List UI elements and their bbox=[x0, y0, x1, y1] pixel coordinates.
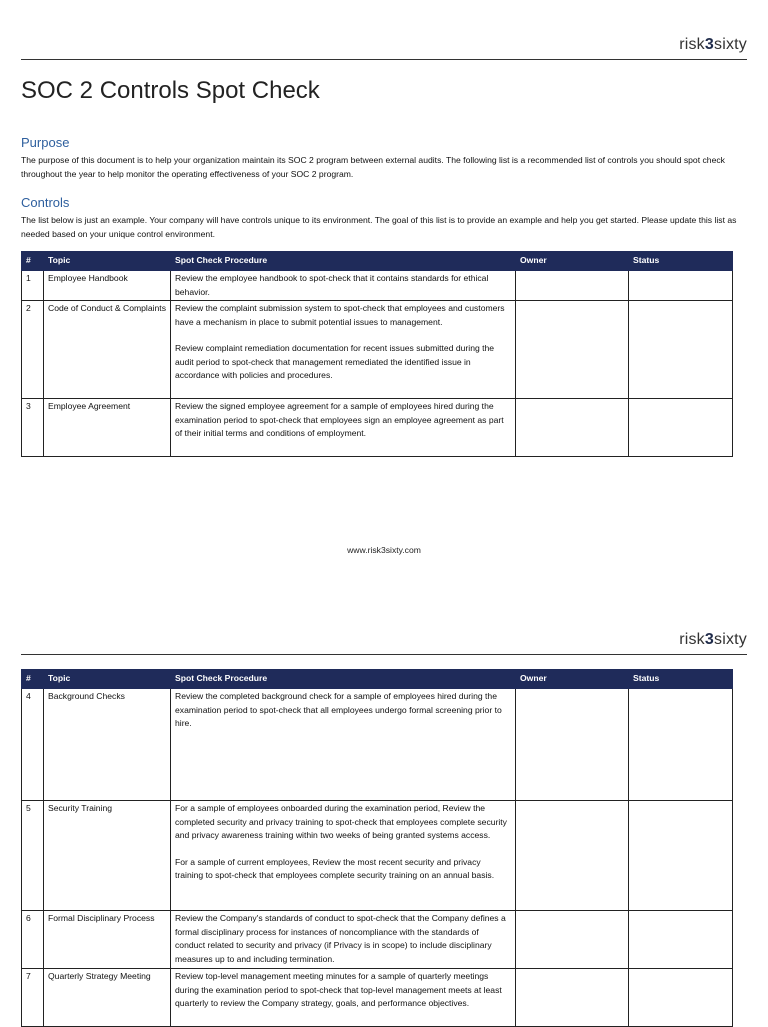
row-number: 6 bbox=[22, 911, 44, 969]
purpose-heading: Purpose bbox=[21, 135, 70, 150]
table-row bbox=[22, 399, 733, 457]
controls-heading: Controls bbox=[21, 195, 70, 210]
company-logo: risk3sixty bbox=[679, 631, 747, 648]
row-owner bbox=[516, 801, 629, 911]
row-procedure: Review the employee handbook to spot-check that it contains standards for ethical behavior. bbox=[171, 271, 516, 301]
header-rule bbox=[21, 654, 747, 655]
row-procedure: Review top-level management meeting minutes for a sample of quarterly meetings during the examination period to spot-check that top-level management meets at least quarterly to review the Company strategy, goals, and performance objectives. bbox=[171, 969, 516, 1027]
header-topic: Topic bbox=[44, 252, 171, 271]
header-number: # bbox=[22, 252, 44, 271]
row-number: 7 bbox=[22, 969, 44, 1027]
row-owner bbox=[516, 689, 629, 801]
row-status bbox=[629, 301, 733, 399]
table-row bbox=[22, 911, 733, 969]
table-row bbox=[22, 689, 733, 801]
table-header-row bbox=[22, 252, 733, 271]
table-row bbox=[22, 969, 733, 1027]
row-owner bbox=[516, 969, 629, 1027]
controls-table-part-1 bbox=[21, 251, 733, 457]
company-logo: risk3sixty bbox=[679, 36, 747, 53]
row-owner bbox=[516, 271, 629, 301]
row-procedure: Review the signed employee agreement for a sample of employees hired during the examination period to spot-check that employees sign an employee agreement as part of their initial terms and conditions of employment. bbox=[171, 399, 516, 457]
header-number: # bbox=[22, 670, 44, 689]
header-status: Status bbox=[629, 670, 733, 689]
header-owner: Owner bbox=[516, 670, 629, 689]
header-rule bbox=[21, 59, 747, 60]
row-status bbox=[629, 689, 733, 801]
row-status bbox=[629, 271, 733, 301]
header-status: Status bbox=[629, 252, 733, 271]
row-topic: Background Checks bbox=[44, 689, 171, 801]
row-number: 5 bbox=[22, 801, 44, 911]
row-status bbox=[629, 969, 733, 1027]
row-procedure: Review the completed background check for a sample of employees hired during the examination period to spot-check that all employees undergo formal screening prior to hire. bbox=[171, 689, 516, 801]
row-status bbox=[629, 801, 733, 911]
row-procedure: Review the Company's standards of conduct to spot-check that the Company defines a formal disciplinary process for instances of noncompliance with the standards of conduct related to security and privacy (if Privacy is in scope) to include disciplinary measures up to and including termination. bbox=[171, 911, 516, 969]
row-owner bbox=[516, 911, 629, 969]
purpose-text: The purpose of this document is to help your organization maintain its SOC 2 program between external audits. The following list is a recommended list of controls you should spot check throughout the year to help monitor the operating effectiveness of your SOC 2 program. bbox=[21, 155, 725, 179]
header-procedure: Spot Check Procedure bbox=[171, 670, 516, 689]
table-row bbox=[22, 301, 733, 399]
row-number: 3 bbox=[22, 399, 44, 457]
row-status bbox=[629, 399, 733, 457]
row-status bbox=[629, 911, 733, 969]
row-topic: Quarterly Strategy Meeting bbox=[44, 969, 171, 1027]
header-procedure: Spot Check Procedure bbox=[171, 252, 516, 271]
table-row bbox=[22, 271, 733, 301]
row-number: 4 bbox=[22, 689, 44, 801]
row-procedure: Review the complaint submission system to spot-check that employees and customers have a mechanism in place to submit potential issues to management. Review complaint remediation documentation for recent issues submitted during the audit period to spot-check that management remediated the identified issue in accordance with policies and procedures. bbox=[171, 301, 516, 399]
controls-text: The list below is just an example. Your company will have controls unique to its environment. The goal of this list is to provide an example and help you get started. Please update this list as needed based on your unique control environment. bbox=[21, 215, 737, 239]
row-topic: Security Training bbox=[44, 801, 171, 911]
header-topic: Topic bbox=[44, 670, 171, 689]
row-topic: Employee Agreement bbox=[44, 399, 171, 457]
document-title: SOC 2 Controls Spot Check bbox=[21, 77, 320, 104]
document-page-2 bbox=[0, 610, 768, 1024]
table-row bbox=[22, 801, 733, 911]
row-number: 1 bbox=[22, 271, 44, 301]
footer-url: www.risk3sixty.com bbox=[347, 545, 421, 555]
controls-table-part-2 bbox=[21, 669, 733, 1027]
row-topic: Employee Handbook bbox=[44, 271, 171, 301]
row-owner bbox=[516, 399, 629, 457]
row-topic: Formal Disciplinary Process bbox=[44, 911, 171, 969]
row-number: 2 bbox=[22, 301, 44, 399]
row-procedure: For a sample of employees onboarded during the examination period, Review the completed security and privacy training to spot-check that employees complete security and privacy awareness training within two weeks of being granted systems access. For a sample of current employees, Review the most recent security and privacy training to spot-check that employees complete security training on an annual basis. bbox=[171, 801, 516, 911]
row-owner bbox=[516, 301, 629, 399]
header-owner: Owner bbox=[516, 252, 629, 271]
row-topic: Code of Conduct & Complaints bbox=[44, 301, 171, 399]
table-header-row bbox=[22, 670, 733, 689]
